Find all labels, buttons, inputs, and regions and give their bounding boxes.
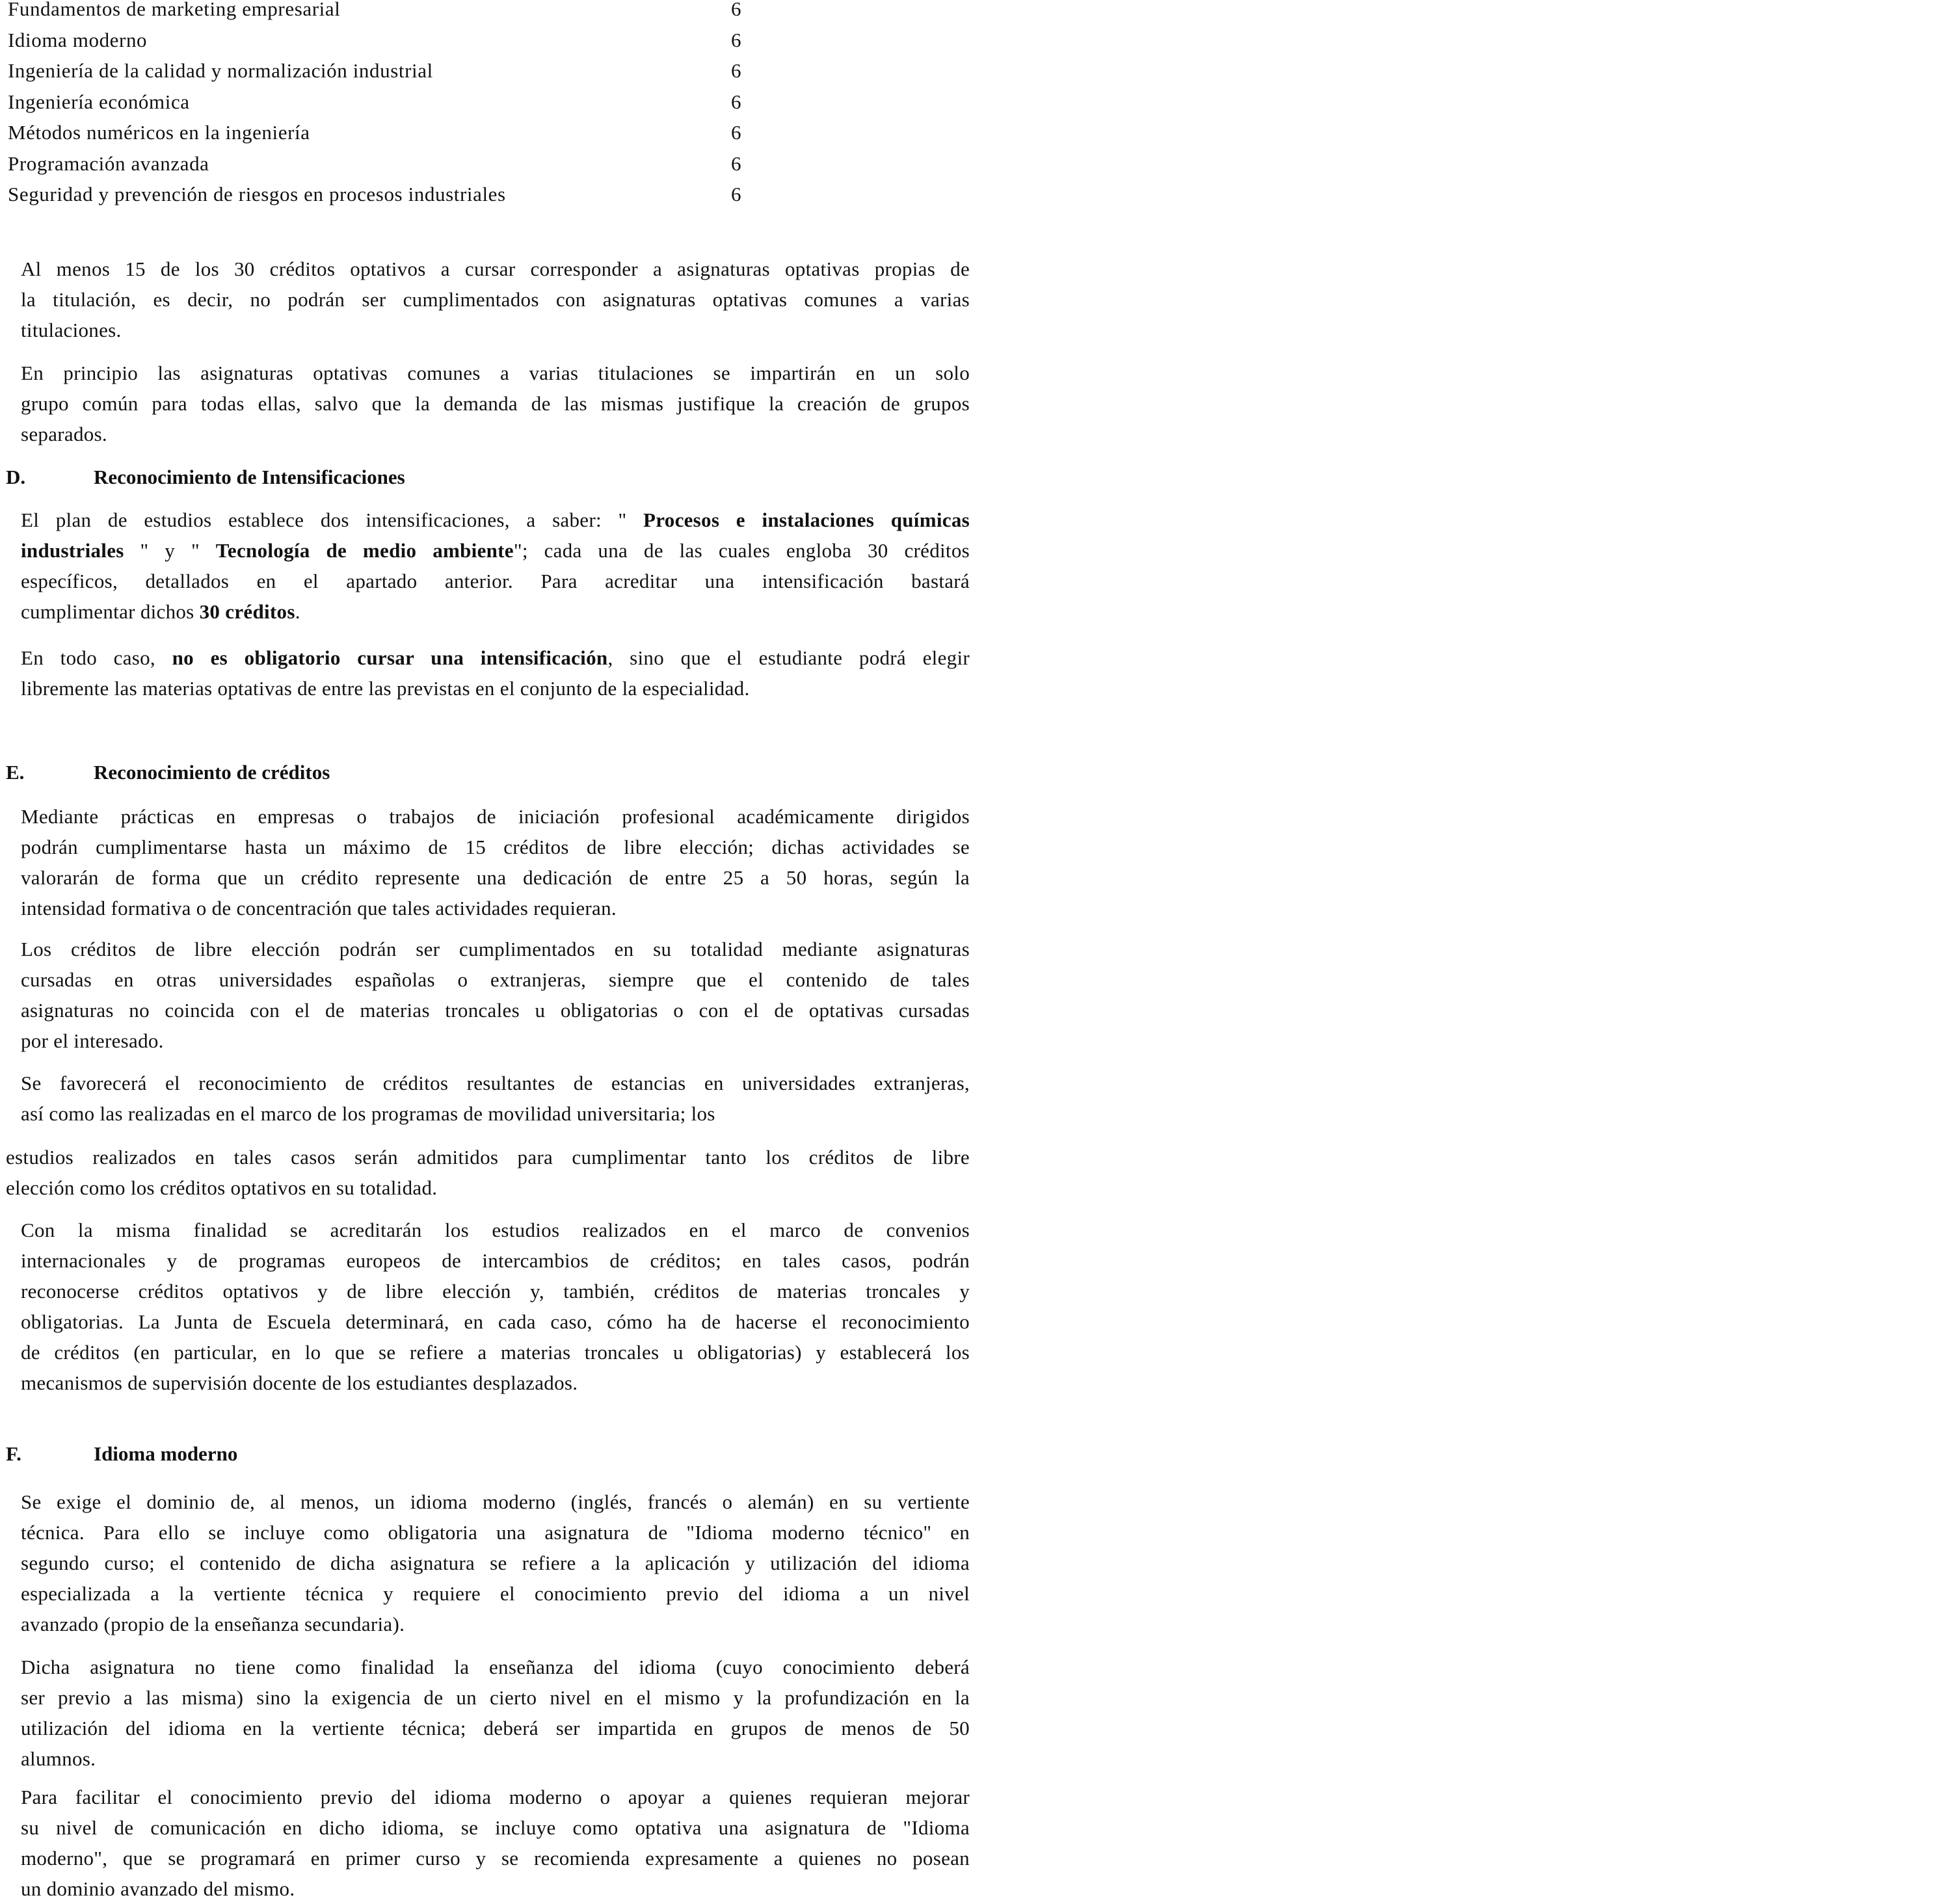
text-line: especializada a la vertiente técnica y requiere el conocimiento previo del idioma a un nivel (21, 1582, 970, 1605)
paragraph-intensifications (6, 505, 970, 627)
text-line: Para facilitar el conocimiento previo del idioma moderno o apoyar a quienes requieran mejorar (21, 1786, 970, 1808)
bold-text: Tecnología de medio ambiente (215, 539, 514, 562)
course-row (8, 117, 762, 148)
course-row (8, 25, 762, 56)
section-letter: E. (6, 761, 25, 784)
text-line: Al menos 15 de los 30 créditos optativos a cursar corresponder a asignaturas optativas propias de (21, 258, 970, 280)
text-line: Se favorecerá el reconocimiento de créditos resultantes de estancias en universidades extranjeras, (21, 1072, 970, 1094)
course-name: Programación avanzada (8, 152, 209, 175)
paragraph-modern-language (6, 1487, 970, 1639)
course-name: Ingeniería económica (8, 90, 190, 113)
course-row (8, 55, 762, 86)
bold-text: no es obligatorio cursar una intensificación (172, 646, 608, 669)
text-line: Los créditos de libre elección podrán ser cumplimentados en su totalidad mediante asignaturas (21, 938, 970, 960)
section-letter: D. (6, 466, 26, 488)
course-name: Seguridad y prevención de riesgos en procesos industriales (8, 183, 506, 205)
text-line: moderno", que se programará en primer curso y se recomienda expresamente a quienes no posean (21, 1847, 970, 1870)
paragraph-free-choice (6, 934, 970, 1056)
course-credits: 6 (731, 59, 742, 82)
course-name: Ingeniería de la calidad y normalización industrial (8, 59, 433, 82)
paragraph-foreign-stays (6, 1068, 970, 1129)
text-line: Mediante prácticas en empresas o trabajos de iniciación profesional académicamente dirigidos (21, 805, 970, 828)
text-line: intensidad formativa o de concentración que tales actividades requieran. (21, 897, 617, 919)
text-line: obligatorias. La Junta de Escuela determinará, en cada caso, cómo ha de hacerse el reconocimiento (21, 1310, 970, 1333)
course-row (8, 179, 762, 210)
text-line: técnica. Para ello se incluye como obligatoria una asignatura de "Idioma moderno técnico" en (21, 1521, 970, 1544)
paragraph-agreements (6, 1215, 970, 1398)
text-line: mecanismos de supervisión docente de los estudiantes desplazados. (21, 1371, 578, 1394)
section-title: Reconocimiento de créditos (94, 761, 330, 784)
text-line: cursadas en otras universidades españolas o extranjeras, siempre que el contenido de tales (21, 968, 970, 991)
text-line: avanzado (propio de la enseñanza secundaria). (21, 1613, 405, 1635)
text-line: Se exige el dominio de, al menos, un idioma moderno (inglés, francés o alemán) en su vertiente (21, 1490, 970, 1513)
text-line: libremente las materias optativas de entre las previstas en el conjunto de la especialidad. (21, 677, 750, 700)
bold-text: Procesos e instalaciones químicas (643, 509, 970, 531)
text-line: segundo curso; el contenido de dicha asignatura se refiere a la aplicación y utilización del idioma (21, 1552, 970, 1574)
text-line: internacionales y de programas europeos de intercambios de créditos; en tales casos, podrán (21, 1249, 970, 1272)
course-name: Idioma moderno (8, 28, 148, 51)
paragraph-language-purpose (6, 1652, 970, 1774)
course-credits: 6 (731, 121, 742, 144)
text-line: grupo común para todas ellas, salvo que la demanda de las mismas justifique la creación de grupos (21, 392, 970, 415)
course-row (8, 86, 762, 118)
text-line: de créditos (en particular, en lo que se refiere a materias troncales u obligatorias) y establecerá los (21, 1341, 970, 1364)
section-heading-d (6, 464, 405, 490)
course-row (8, 0, 762, 25)
text-line: cumplimentar dichos 30 créditos. (21, 600, 300, 623)
text-line: ser previo a las misma) sino la exigencia de un cierto nivel en el mismo y la profundización en la (21, 1686, 970, 1709)
text-line: elección como los créditos optativos en su totalidad. (6, 1176, 438, 1199)
text-line: reconocerse créditos optativos y de libre elección y, también, créditos de materias troncales y (21, 1280, 970, 1302)
bold-text: industriales (21, 539, 124, 562)
section-heading-f (6, 1441, 237, 1467)
text-line: estudios realizados en tales casos serán admitidos para cumplimentar tanto los créditos de libre (6, 1146, 970, 1169)
paragraph-admitted-studies (6, 1142, 970, 1203)
text-line: Dicha asignatura no tiene como finalidad la enseñanza del idioma (cuyo conocimiento deberá (21, 1656, 970, 1678)
section-letter: F. (6, 1442, 21, 1465)
text-line: utilización del idioma en la vertiente técnica; deberá ser impartida en grupos de menos de 50 (21, 1717, 970, 1739)
section-title: Reconocimiento de Intensificaciones (94, 466, 405, 488)
course-name: Fundamentos de marketing empresarial (8, 0, 341, 20)
text-line: así como las realizadas en el marco de los programas de movilidad universitaria; los (21, 1102, 715, 1125)
text-line: por el interesado. (21, 1029, 164, 1052)
course-credits: 6 (731, 90, 742, 113)
paragraph-optional-credits (6, 254, 970, 345)
section-title: Idioma moderno (94, 1442, 238, 1465)
course-table (8, 0, 762, 210)
course-credits: 6 (731, 28, 742, 51)
text-line: titulaciones. (21, 319, 122, 341)
text-line: El plan de estudios establece dos intensificaciones, a saber: " Procesos e instalaciones químicas (21, 509, 970, 531)
text-line: la titulación, es decir, no podrán ser cumplimentados con asignaturas optativas comunes a varias (21, 288, 970, 311)
text-line: valorarán de forma que un crédito represente una dedicación de entre 25 a 50 horas, según la (21, 866, 970, 889)
bold-text: 30 créditos (199, 600, 295, 623)
course-credits: 6 (731, 183, 742, 205)
text-line: alumnos. (21, 1747, 96, 1770)
text-line: En todo caso, no es obligatorio cursar una intensificación, sino que el estudiante podrá elegir (21, 646, 970, 669)
course-credits: 6 (731, 0, 742, 20)
paragraph-language-optional (6, 1782, 970, 1904)
text-line: industriales " y " Tecnología de medio ambiente"; cada una de las cuales engloba 30 créditos (21, 539, 970, 562)
paragraph-not-mandatory (6, 642, 970, 704)
text-line: su nivel de comunicación en dicho idioma, se incluye como optativa una asignatura de "Idioma (21, 1816, 970, 1839)
course-name: Métodos numéricos en la ingeniería (8, 121, 310, 144)
text-line: separados. (21, 423, 107, 445)
course-row (8, 148, 762, 179)
text-line: En principio las asignaturas optativas comunes a varias titulaciones se impartirán en un solo (21, 362, 970, 384)
text-line: específicos, detallados en el apartado anterior. Para acreditar una intensificación bastará (21, 570, 970, 592)
section-heading-e (6, 760, 330, 786)
paragraph-common-optionals (6, 358, 970, 449)
course-credits: 6 (731, 152, 742, 175)
text-line: podrán cumplimentarse hasta un máximo de 15 créditos de libre elección; dichas actividades se (21, 836, 970, 858)
text-line: Con la misma finalidad se acreditarán los estudios realizados en el marco de convenios (21, 1219, 970, 1241)
text-line: un dominio avanzado del mismo. (21, 1877, 295, 1900)
paragraph-internships (6, 801, 970, 923)
text-line: asignaturas no coincida con el de materias troncales u obligatorias o con el de optativas cursadas (21, 999, 970, 1022)
